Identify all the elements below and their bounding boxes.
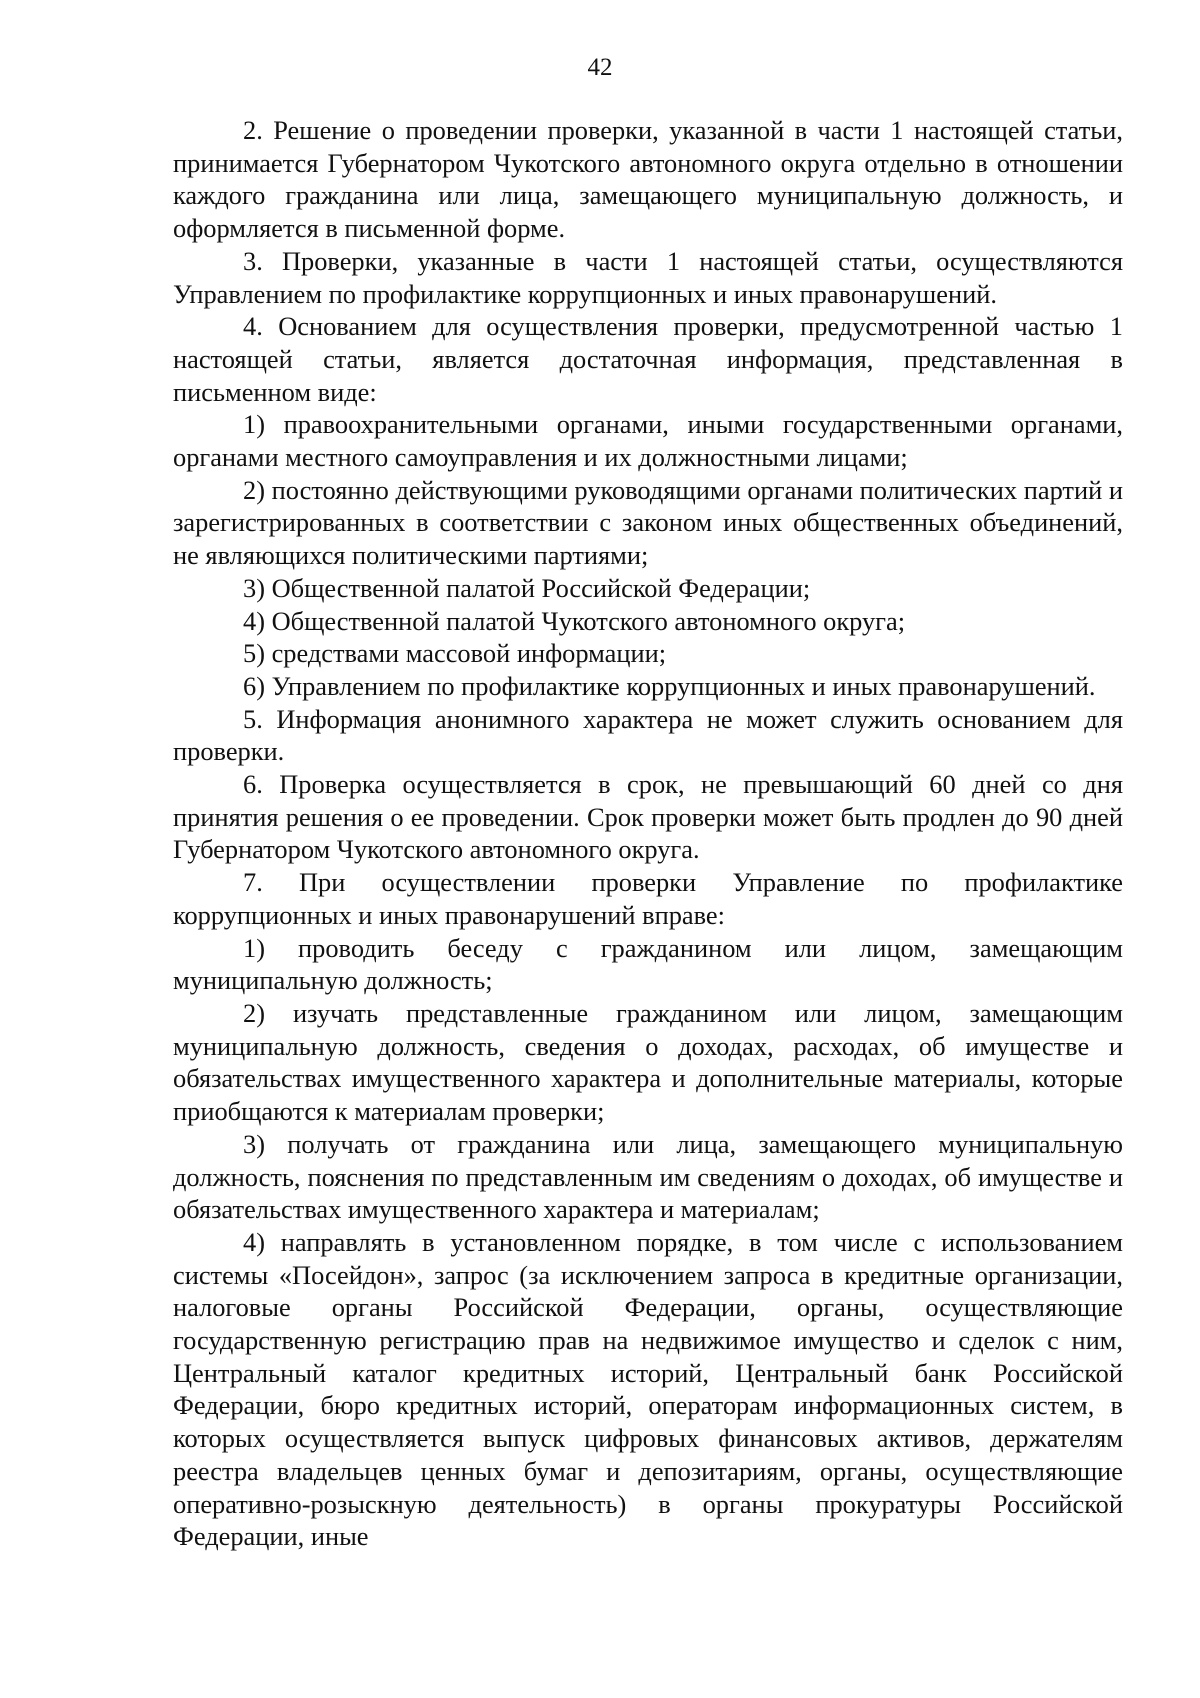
list-item-7-2: 2) изучать представленные гражданином или лицом, замещающим муниципальную должность, сведения о доходах, расходах, об имуществе и обязательствах имущественного характера и дополнительные материалы, которые приобщаются к материалам проверки; [173, 997, 1123, 1127]
document-body [173, 114, 1123, 1553]
list-item-4-6: 6) Управлением по профилактике коррупционных и иных правонарушений. [243, 670, 1096, 701]
paragraph-part-5: 5. Информация анонимного характера не может служить основанием для проверки. [173, 703, 1123, 767]
paragraph-part-4: 4. Основанием для осуществления проверки, предусмотренной частью 1 настоящей статьи, является достаточная информация, представленная в письменном виде: [173, 311, 1123, 407]
paragraph-part-3: 3. Проверки, указанные в части 1 настоящей статьи, осуществляются Управлением по профилактике коррупционных и иных правонарушений. [173, 245, 1123, 309]
list-item-4-3: 3) Общественной палатой Российской Федерации; [243, 572, 811, 603]
list-item-4-2: 2) постоянно действующими руководящими органами политических партий и зарегистрированных в соответствии с законом иных общественных объединений, не являющихся политическими партиями; [173, 474, 1123, 571]
list-item-7-3: 3) получать от гражданина или лица, замещающего муниципальную должность, пояснения по представленным им сведениям о доходах, об имуществе и обязательствах имущественного характера и материалам; [173, 1128, 1123, 1225]
list-item-7-1: 1) проводить беседу с гражданином или лицом, замещающим муниципальную должность; [173, 932, 1123, 996]
paragraph-part-2: 2. Решение о проведении проверки, указанной в части 1 настоящей статьи, принимается Губернатором Чукотского автономного округа отдельно в отношении каждого гражданина или лица, замещающего муниципальную должность, и оформляется в письменной форме. [173, 115, 1123, 244]
paragraph-part-7: 7. При осуществлении проверки Управление по профилактике коррупционных и иных правонарушений вправе: [173, 867, 1123, 930]
list-item-4-5: 5) средствами массовой информации; [243, 638, 667, 669]
page-number: 42 [587, 54, 613, 81]
list-item-7-4: 4) направлять в установленном порядке, в том числе с использованием системы «Посейдон», запрос (за исключением запроса в кредитные организации, налоговые органы Российской Федерации, органы, осуществляющие государственную регистрацию прав на недвижимое имущество и сделок с ним, Центральный каталог кредитных историй, Центральный банк Российской Федерации, бюро кредитных историй, операторам информационных систем, в которых осуществляется выпуск цифровых финансовых активов, держателям реестра владельцев ценных бумаг и депозитариям, органы, осуществляющие оперативно-розыскную деятельность) в органы прокуратуры Российской Федерации, иные [173, 1226, 1123, 1552]
paragraph-part-6: 6. Проверка осуществляется в срок, не превышающий 60 дней со дня принятия решения о ее проведении. Срок проверки может быть продлен до 90 дней Губернатором Чукотского автономного округа. [173, 769, 1123, 865]
list-item-4-1: 1) правоохранительными органами, иными государственными органами, органами местного самоуправления и их должностными лицами; [173, 409, 1123, 473]
list-item-4-4: 4) Общественной палатой Чукотского автономного округа; [243, 605, 906, 636]
